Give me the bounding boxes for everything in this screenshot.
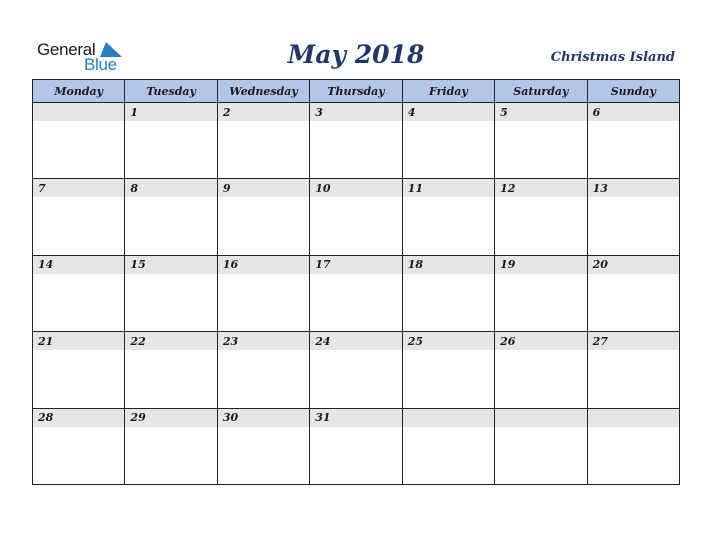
day-cell xyxy=(218,332,310,408)
day-cell xyxy=(125,103,217,179)
calendar-grid xyxy=(32,79,680,485)
day-cell xyxy=(495,409,587,485)
day-cell xyxy=(125,256,217,332)
day-number: 18 xyxy=(403,256,494,274)
day-cell xyxy=(495,256,587,332)
day-number: 4 xyxy=(403,103,494,121)
day-number xyxy=(588,409,679,427)
day-number: 22 xyxy=(125,332,216,350)
day-cell xyxy=(495,179,587,255)
day-number: 21 xyxy=(33,332,124,350)
day-cell xyxy=(310,409,402,485)
weekday-header-sunday: Sunday xyxy=(588,80,680,103)
day-cell xyxy=(403,103,495,179)
day-number: 2 xyxy=(218,103,309,121)
day-cell xyxy=(33,256,125,332)
day-number xyxy=(403,409,494,427)
day-cell xyxy=(495,332,587,408)
day-number: 10 xyxy=(310,179,401,197)
day-number xyxy=(33,103,124,121)
day-cell xyxy=(403,332,495,408)
day-number: 6 xyxy=(588,103,679,121)
day-cell xyxy=(310,103,402,179)
calendar-title: May 2018 xyxy=(287,40,425,69)
day-cell xyxy=(125,409,217,485)
logo-text-general: General xyxy=(37,40,96,59)
day-cell xyxy=(310,256,402,332)
weekday-header-monday: Monday xyxy=(33,80,125,103)
day-cell xyxy=(588,332,680,408)
calendar-region: Christmas Island xyxy=(550,50,675,65)
day-number: 26 xyxy=(495,332,586,350)
day-number xyxy=(495,409,586,427)
logo-text-blue: Blue xyxy=(84,55,117,74)
day-number: 29 xyxy=(125,409,216,427)
day-number: 20 xyxy=(588,256,679,274)
day-number: 23 xyxy=(218,332,309,350)
day-cell xyxy=(403,179,495,255)
day-number: 28 xyxy=(33,409,124,427)
day-cell xyxy=(218,409,310,485)
day-cell xyxy=(310,332,402,408)
day-cell xyxy=(33,409,125,485)
day-number: 1 xyxy=(125,103,216,121)
day-cell xyxy=(218,179,310,255)
day-number: 5 xyxy=(495,103,586,121)
day-number: 31 xyxy=(310,409,401,427)
day-number: 25 xyxy=(403,332,494,350)
day-cell xyxy=(33,332,125,408)
day-cell xyxy=(218,256,310,332)
day-number: 24 xyxy=(310,332,401,350)
weekday-header-friday: Friday xyxy=(403,80,495,103)
day-number: 30 xyxy=(218,409,309,427)
day-cell xyxy=(125,179,217,255)
day-number: 14 xyxy=(33,256,124,274)
day-number: 19 xyxy=(495,256,586,274)
day-number: 8 xyxy=(125,179,216,197)
day-cell xyxy=(588,256,680,332)
day-number: 3 xyxy=(310,103,401,121)
day-cell xyxy=(588,409,680,485)
day-cell xyxy=(588,103,680,179)
day-number: 9 xyxy=(218,179,309,197)
weekday-header-wednesday: Wednesday xyxy=(218,80,310,103)
day-number: 7 xyxy=(33,179,124,197)
day-cell xyxy=(310,179,402,255)
weekday-header-saturday: Saturday xyxy=(495,80,587,103)
day-cell xyxy=(588,179,680,255)
day-number: 17 xyxy=(310,256,401,274)
day-cell xyxy=(33,103,125,179)
weekday-header-tuesday: Tuesday xyxy=(125,80,217,103)
day-number: 27 xyxy=(588,332,679,350)
weekday-header-thursday: Thursday xyxy=(310,80,402,103)
day-number: 16 xyxy=(218,256,309,274)
day-cell xyxy=(33,179,125,255)
day-cell xyxy=(403,256,495,332)
day-cell xyxy=(495,103,587,179)
day-number: 15 xyxy=(125,256,216,274)
day-number: 11 xyxy=(403,179,494,197)
day-cell xyxy=(125,332,217,408)
day-cell xyxy=(403,409,495,485)
day-number: 12 xyxy=(495,179,586,197)
day-number: 13 xyxy=(588,179,679,197)
day-cell xyxy=(218,103,310,179)
